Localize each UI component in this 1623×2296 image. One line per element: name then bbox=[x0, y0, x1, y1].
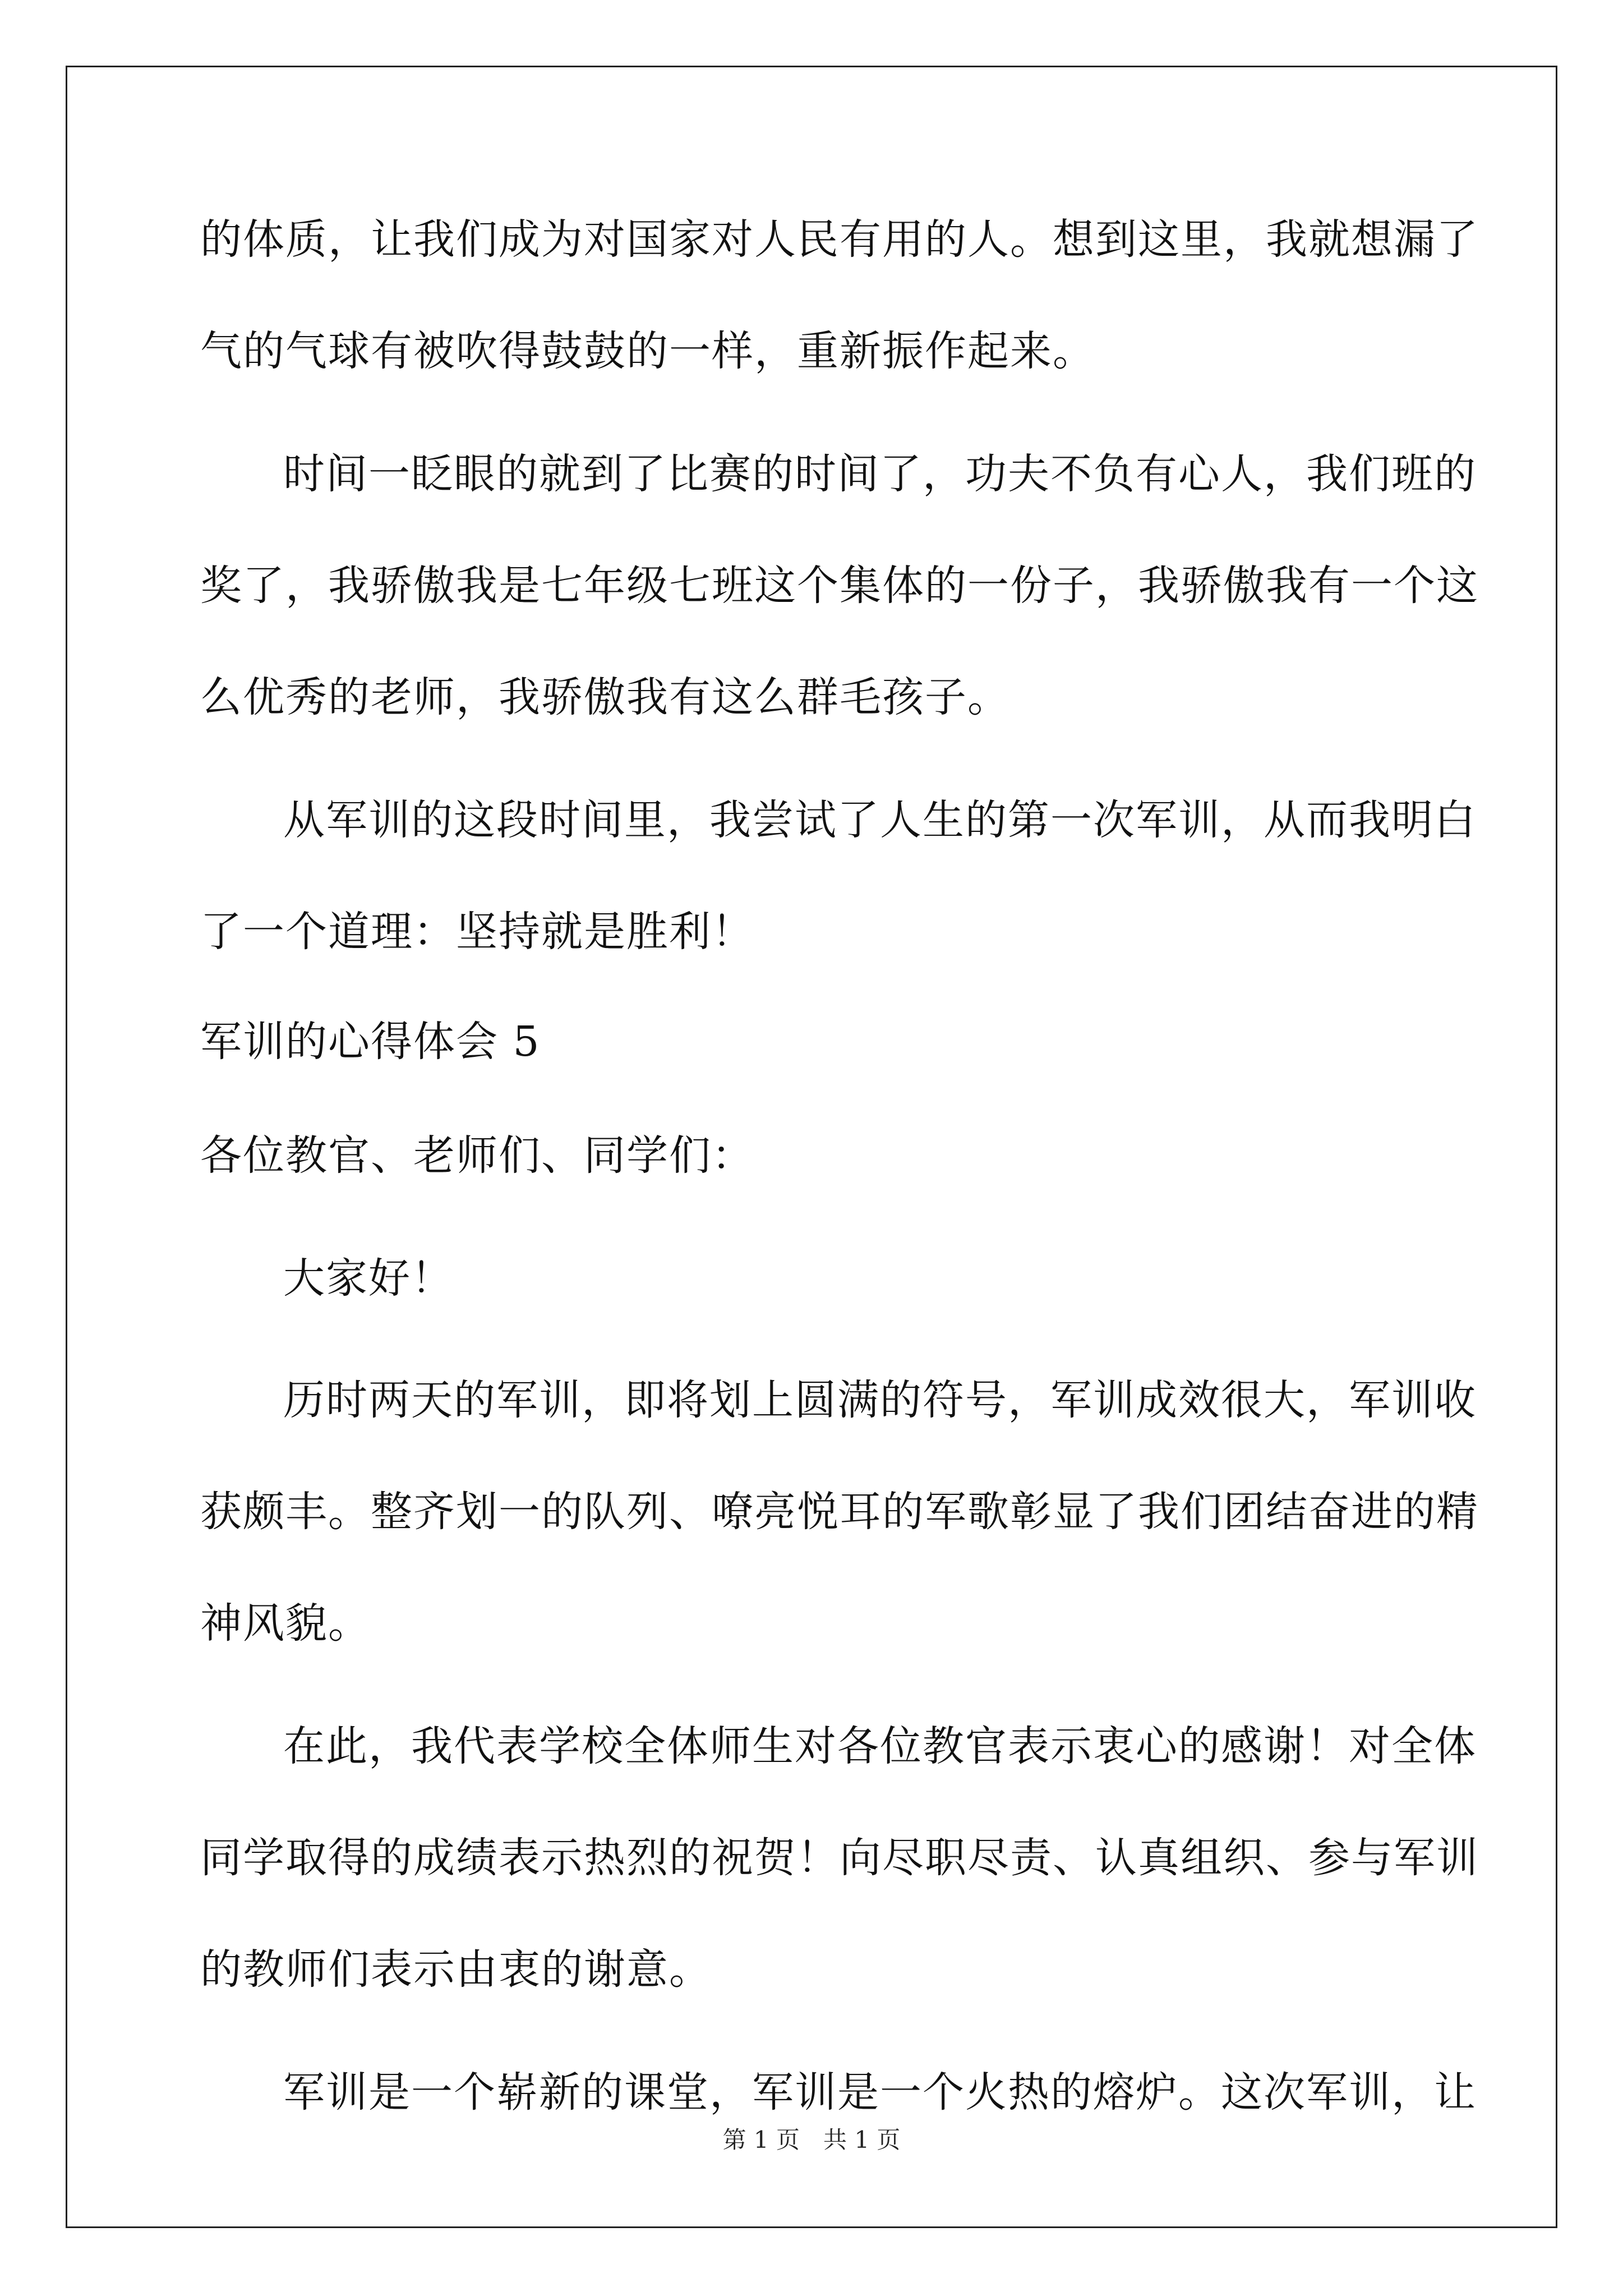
text-line: 了一个道理：坚持就是胜利！ bbox=[200, 908, 754, 956]
paragraph-first-line: 军训是一个崭新的课堂，军训是一个火热的熔炉。这次军训，让 bbox=[283, 2068, 1477, 2116]
paragraph-first-line: 在此，我代表学校全体师生对各位教官表示衷心的感谢！对全体 bbox=[283, 1722, 1477, 1770]
text-line: 奖了，我骄傲我是七年级七班这个集体的一份子，我骄傲我有一个这 bbox=[200, 562, 1479, 610]
text-line: 获颇丰。整齐划一的队列、嘹亮悦耳的军歌彰显了我们团结奋进的精 bbox=[200, 1488, 1479, 1536]
text-line: 的教师们表示由衷的谢意。 bbox=[200, 1945, 712, 1994]
salutation: 各位教官、老师们、同学们： bbox=[200, 1131, 754, 1180]
text-line: 的体质，让我们成为对国家对人民有用的人。想到这里，我就想漏了 bbox=[200, 215, 1479, 264]
greeting: 大家好！ bbox=[283, 1254, 454, 1303]
paragraph-first-line: 历时两天的军训，即将划上圆满的符号，军训成效很大，军训收 bbox=[283, 1376, 1477, 1424]
section-heading: 军训的心得体会 5 bbox=[200, 1018, 541, 1066]
paragraph-first-line: 时间一眨眼的就到了比赛的时间了，功夫不负有心人，我们班的 bbox=[283, 450, 1477, 498]
text-line: 同学取得的成绩表示热烈的祝贺！向尽职尽责、认真组织、参与军训 bbox=[200, 1834, 1479, 1882]
text-line: 气的气球有被吹得鼓鼓的一样，重新振作起来。 bbox=[200, 327, 1095, 375]
page-footer: 第 1 页 共 1 页 bbox=[722, 2126, 901, 2154]
text-line: 神风貌。 bbox=[200, 1599, 371, 1648]
text-line: 么优秀的老师，我骄傲我有这么群毛孩子。 bbox=[200, 673, 1010, 721]
paragraph-first-line: 从军训的这段时间里，我尝试了人生的第一次军训，从而我明白 bbox=[283, 796, 1477, 844]
